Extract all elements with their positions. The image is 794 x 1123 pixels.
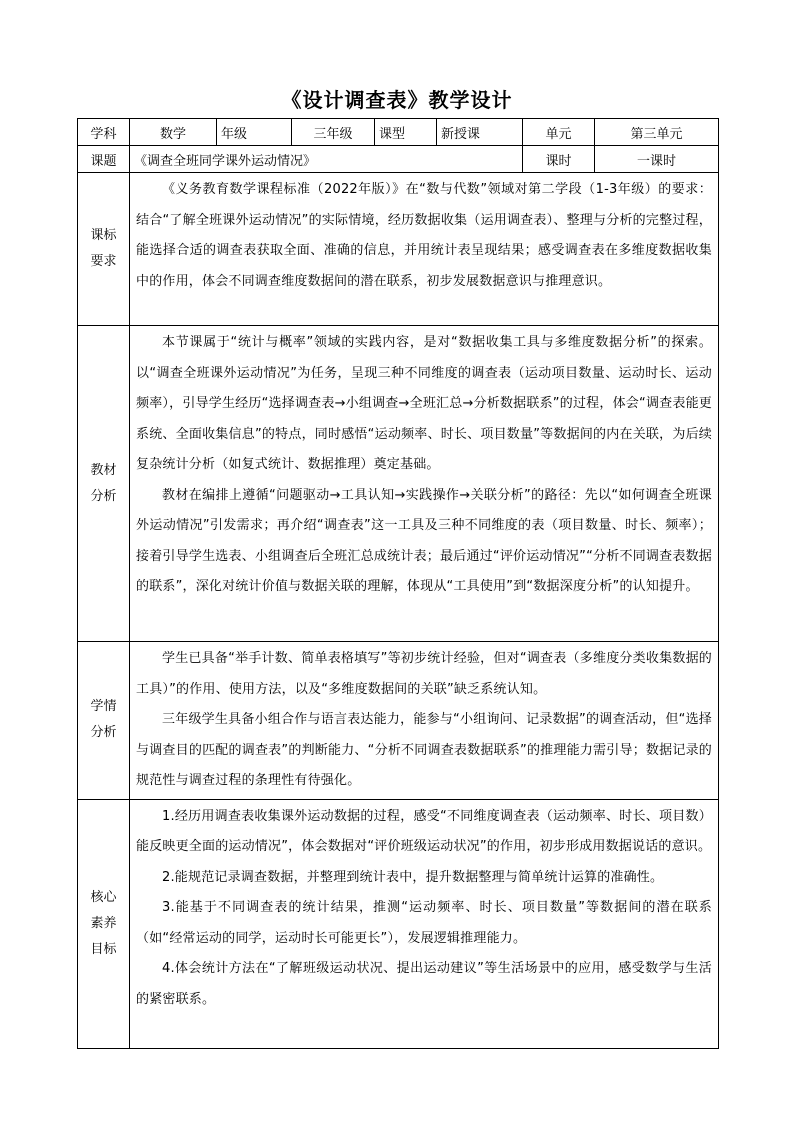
paragraph: 《义务教育数学课程标准（2022年版）》在“数与代数”领域对第二学段（1-3年级）的要求：结合“了解全班课外运动情况”的实际情境，经历数据收集（运用调查表）、整理与分析的完整过程，能选择合适的调查表获取全面、准确的信息，并用统计表呈现结果；感受调查表在多维度数据收集中的作用，体会不同调查维度数据间的潜在联系，初步发展数据意识与推理意识。: [136, 182, 712, 289]
hours-value: 一课时: [595, 146, 719, 173]
paragraph: 1.经历用调查表收集课外运动数据的过程，感受“不同维度调查表（运动频率、时长、项目数）能反映更全面的运动情况”，体会数据对“评价班级运动状况”的作用，初步形成用数据说话的意识。: [136, 808, 712, 854]
topic-value: 《调查全班同学课外运动情况》: [130, 146, 523, 173]
section-label: 核心 素养 目标: [78, 799, 130, 1048]
unit-label: 单元: [523, 119, 595, 146]
section-content: [130, 642, 719, 800]
section-row: [78, 173, 719, 326]
grade-value: 三年级: [292, 119, 375, 146]
paragraph: 三年级学生具备小组合作与语言表达能力，能参与“小组询问、记录数据”的调查活动，但“选择与调查目的匹配的调查表”的判断能力、“分析不同调查表数据联系”的推理能力需引导；数据记录的规范性与调查过程的条理性有待强化。: [136, 712, 712, 788]
paragraph: 教材在编排上遵循“问题驱动→工具认知→实践操作→关联分析”的路径：先以“如何调查全班课外运动情况”引发需求；再介绍“调查表”这一工具及三种不同维度的表（项目数量、时长、频率）；接着引导学生选表、小组调查后全班汇总成统计表；最后通过“评价运动情况”“分析不同调查表数据的联系”，深化对统计价值与数据关联的理解，体现从“工具使用”到“数据深度分析”的认知提升。: [136, 487, 712, 594]
paragraph: 2.能规范记录调查数据，并整理到统计表中，提升数据整理与简单统计运算的准确性。: [162, 869, 664, 885]
section-label: 课标 要求: [78, 173, 130, 326]
paragraph: 4.体会统计方法在“了解班级运动状况、提出运动建议”等生活场景中的应用，感受数学与生活的紧密联系。: [136, 961, 712, 1007]
unit-value: 第三单元: [595, 119, 719, 146]
paragraph: 本节课属于“统计与概率”领域的实践内容，是对“数据收集工具与多维度数据分析”的探索。以“调查全班课外运动情况”为任务，呈现三种不同维度的调查表（运动项目数量、运动时长、运动频率），引导学生经历“选择调查表→小组调查→全班汇总→分析数据联系”的过程，体会“调查表能更系统、全面收集信息”的特点，同时感悟“运动频率、时长、项目数量”等数据间的内在关联，为后续复杂统计分析（如复式统计、数据推理）奠定基础。: [136, 335, 712, 472]
paragraph: 3.能基于不同调查表的统计结果，推测“运动频率、时长、项目数量”等数据间的潜在联系（如“经常运动的同学，运动时长可能更长”），发展逻辑推理能力。: [136, 900, 712, 946]
section-label: 教材 分析: [78, 326, 130, 642]
hours-label: 课时: [523, 146, 595, 173]
topic-row: [78, 146, 719, 173]
section-row: [78, 326, 719, 642]
lesson-plan-table: [77, 118, 719, 1049]
header-row: [78, 119, 719, 146]
lesson-type-label: 课型: [375, 119, 437, 146]
section-row: [78, 642, 719, 800]
section-row: [78, 799, 719, 1048]
section-content: [130, 799, 719, 1048]
subject-value: 数学: [130, 119, 217, 146]
section-label: 学情 分析: [78, 642, 130, 800]
document-title: 《设计调查表》教学设计: [281, 88, 513, 112]
subject-label: 学科: [78, 119, 130, 146]
grade-label: 年级: [217, 119, 292, 146]
section-content: [130, 326, 719, 642]
topic-label: 课题: [78, 146, 130, 173]
lesson-type-value: 新授课: [437, 119, 523, 146]
paragraph: 学生已具备“举手计数、简单表格填写”等初步统计经验，但对“调查表（多维度分类收集数据的工具）”的作用、使用方法，以及“多维度数据间的关联”缺乏系统认知。: [136, 651, 712, 697]
section-content: [130, 173, 719, 326]
